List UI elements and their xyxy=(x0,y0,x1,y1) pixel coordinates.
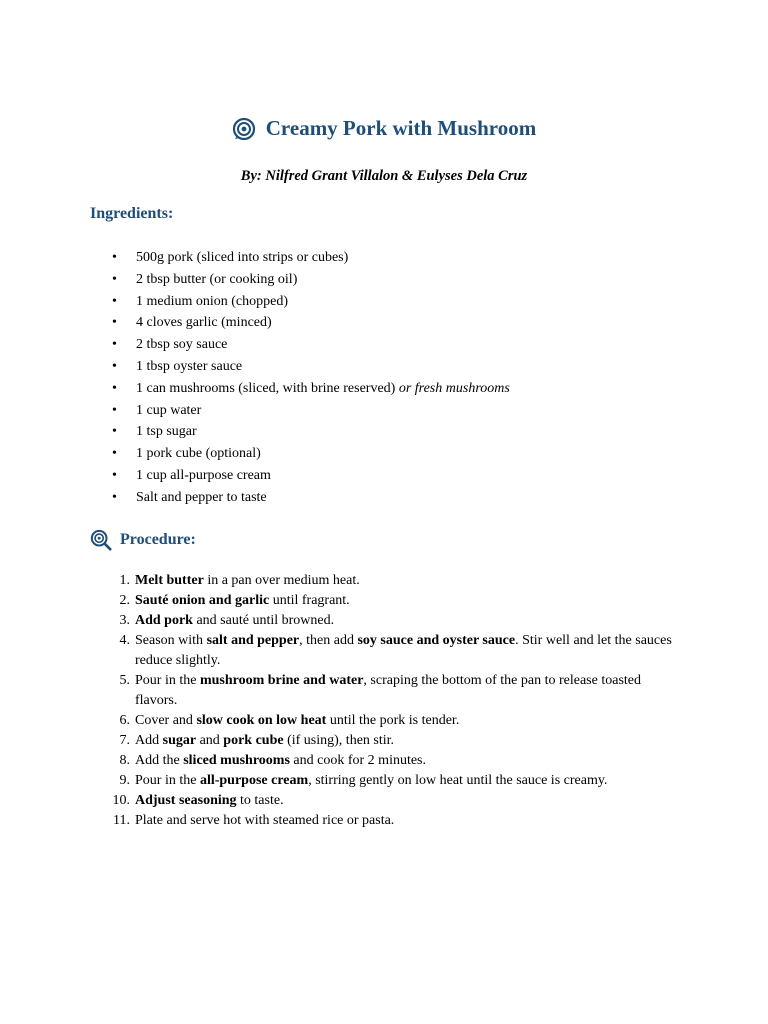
ingredient-item xyxy=(112,291,510,313)
step-emphasis: salt and pepper xyxy=(206,633,300,648)
ingredient-item xyxy=(112,312,510,334)
procedure-step xyxy=(104,611,684,631)
procedure-step xyxy=(104,731,684,751)
step-emphasis: Adjust seasoning xyxy=(135,793,237,808)
procedure-step xyxy=(104,711,684,731)
ingredient-text: 1 tbsp oyster sauce xyxy=(136,358,243,374)
step-emphasis: pork cube xyxy=(223,733,284,748)
step-emphasis: slow cook on low heat xyxy=(196,713,327,728)
page-title: Creamy Pork with Mushroom xyxy=(265,116,537,140)
step-text: Plate and serve hot with steamed rice or pasta. xyxy=(135,813,395,828)
procedure-step xyxy=(104,571,684,591)
step-emphasis: Melt butter xyxy=(135,573,204,588)
ingredient-item xyxy=(112,356,510,378)
step-text: and cook for 2 minutes. xyxy=(289,753,427,768)
step-text: until fragrant. xyxy=(269,593,350,608)
step-text: until the pork is tender. xyxy=(326,713,460,728)
ingredient-item xyxy=(112,378,510,400)
ingredient-text: 1 can mushrooms (sliced, with brine reserved) xyxy=(136,380,399,396)
procedure-step xyxy=(104,751,684,771)
step-number: 4. xyxy=(119,633,130,648)
ingredient-text: 1 cup water xyxy=(136,402,202,418)
step-emphasis: Sauté onion and garlic xyxy=(135,593,270,608)
ingredient-text: 1 tsp sugar xyxy=(136,424,197,440)
ingredient-item xyxy=(112,269,510,291)
step-number: 10. xyxy=(112,793,130,808)
procedure-step xyxy=(104,811,684,831)
step-number: 11. xyxy=(113,813,130,828)
step-number: 2. xyxy=(119,593,130,608)
step-text: Pour in the xyxy=(135,773,200,788)
ingredient-text: 1 pork cube (optional) xyxy=(136,446,261,462)
ingredients-heading xyxy=(90,205,173,223)
ingredient-text: 1 cup all-purpose cream xyxy=(136,467,271,483)
step-number: 7. xyxy=(119,733,130,748)
step-text: (if using), then stir. xyxy=(283,733,395,748)
step-text: Pour in the xyxy=(135,673,200,688)
ingredient-text: 2 tbsp soy sauce xyxy=(136,337,228,353)
step-number: 1. xyxy=(119,573,130,588)
procedure-step xyxy=(104,631,684,671)
step-text: , scraping the bottom of the pan to release toasted flavors. xyxy=(135,673,642,708)
step-text: Add the xyxy=(135,753,184,768)
title-row xyxy=(0,116,768,146)
ingredient-item xyxy=(112,443,510,465)
ingredient-item xyxy=(112,421,510,443)
ingredient-item xyxy=(112,334,510,356)
ingredient-text: 1 medium onion (chopped) xyxy=(136,293,289,309)
step-number: 8. xyxy=(119,753,130,768)
step-emphasis: all-purpose cream xyxy=(199,773,309,788)
ingredient-item xyxy=(112,400,510,422)
magnifier-icon xyxy=(90,529,112,551)
step-text: to taste. xyxy=(236,793,284,808)
procedure-list xyxy=(104,571,684,831)
procedure-heading-label: Procedure: xyxy=(120,531,196,548)
step-emphasis: Add pork xyxy=(135,613,193,628)
ingredient-text: Salt and pepper to taste xyxy=(136,489,267,505)
procedure-heading xyxy=(90,529,196,551)
ingredients-list xyxy=(112,247,510,509)
procedure-step xyxy=(104,591,684,611)
procedure-step xyxy=(104,771,684,791)
procedure-step xyxy=(104,791,684,811)
step-text: in a pan over medium heat. xyxy=(203,573,360,588)
step-emphasis: sugar xyxy=(162,733,197,748)
ingredient-text: 500g pork (sliced into strips or cubes) xyxy=(136,250,349,265)
ingredient-item xyxy=(112,465,510,487)
ingredient-text: 4 cloves garlic (minced) xyxy=(136,315,272,331)
step-emphasis: mushroom brine and water xyxy=(199,673,364,688)
step-emphasis: soy sauce and oyster sauce xyxy=(357,633,516,648)
title-wrapper xyxy=(232,116,536,141)
step-emphasis: sliced mushrooms xyxy=(183,753,290,768)
step-number: 9. xyxy=(119,773,130,788)
step-number: 3. xyxy=(119,613,130,628)
ingredient-item xyxy=(112,487,510,509)
step-text: and sauté until browned. xyxy=(192,613,335,628)
step-text: and xyxy=(196,733,224,748)
author-byline: By: Nilfred Grant Villalon & Eulyses Dela Cruz xyxy=(240,168,528,184)
step-text: Add xyxy=(135,733,163,748)
ingredient-item xyxy=(112,247,510,269)
step-number: 5. xyxy=(119,673,130,688)
ingredient-alternative: or fresh mushrooms xyxy=(398,380,510,396)
target-icon xyxy=(232,117,256,141)
procedure-step xyxy=(104,671,684,711)
ingredient-text: 2 tbsp butter (or cooking oil) xyxy=(136,271,298,287)
step-text: , stirring gently on low heat until the sauce is creamy. xyxy=(308,773,608,788)
step-number: 6. xyxy=(119,713,130,728)
step-text: Cover and xyxy=(135,713,197,728)
step-text: Season with xyxy=(135,633,207,648)
step-text: . Stir well and let the sauces reduce slightly. xyxy=(135,633,672,668)
ingredients-heading-label: Ingredients: xyxy=(90,205,174,222)
step-text: , then add xyxy=(299,633,358,648)
